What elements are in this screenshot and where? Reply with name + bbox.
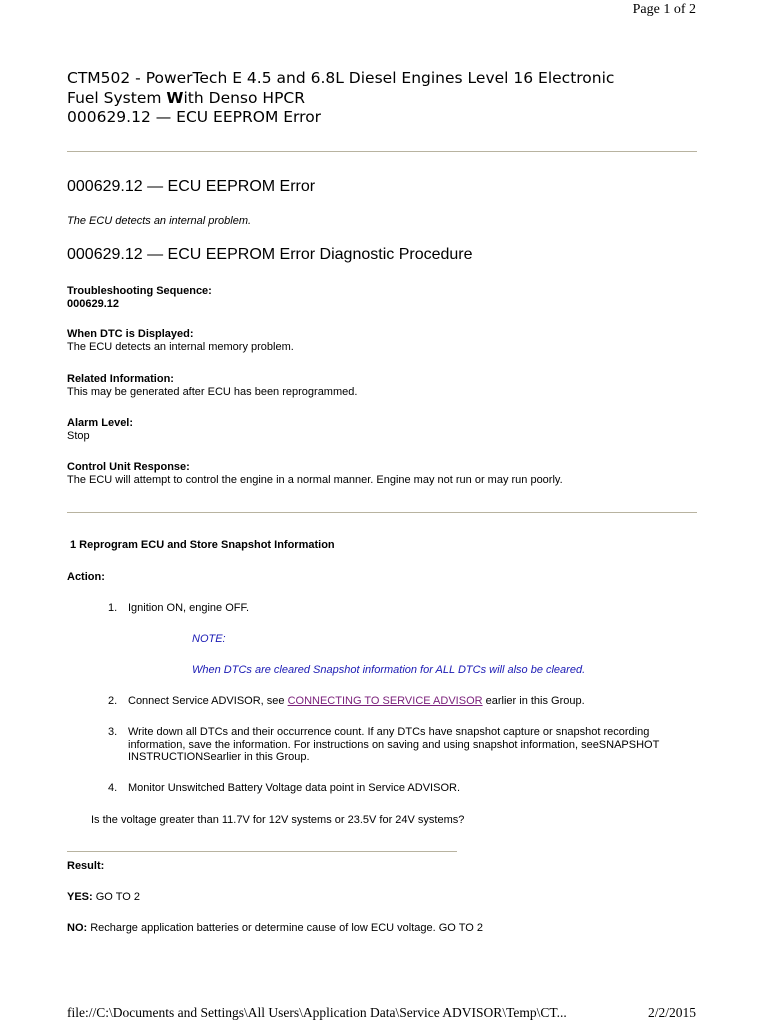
- field-value: This may be generated after ECU has been reprogrammed.: [67, 385, 358, 398]
- title-line-2-bold: W: [166, 88, 184, 107]
- field-related-information: [67, 373, 357, 398]
- step-divider: [67, 512, 697, 513]
- field-value: Stop: [67, 429, 90, 442]
- field-label: Related Information:: [67, 373, 174, 385]
- connecting-to-service-advisor-link[interactable]: CONNECTING TO SERVICE ADVISOR: [287, 695, 483, 707]
- list-number: 3.: [108, 726, 118, 738]
- list-number: 1.: [108, 602, 118, 614]
- field-label: When DTC is Displayed:: [67, 328, 194, 340]
- result-no: [67, 922, 483, 935]
- field-alarm-level: [67, 417, 133, 442]
- top-divider: [67, 151, 697, 152]
- footer-file-path: file://C:\Documents and Settings\All Users\Application Data\Service ADVISOR\Temp\CT...: [67, 1005, 567, 1020]
- field-label: Alarm Level:: [67, 417, 134, 429]
- no-text: Recharge application batteries or determine cause of low ECU voltage. GO TO 2: [87, 922, 483, 934]
- yes-text: GO TO 2: [92, 891, 140, 903]
- list-text: Monitor Unswitched Battery Voltage data point in Service ADVISOR.: [128, 782, 460, 794]
- field-label: Troubleshooting Sequence:: [67, 285, 212, 297]
- title-line-2-part: Fuel System: [67, 88, 167, 107]
- action-label: Action:: [67, 571, 105, 583]
- result-label: Result:: [67, 860, 105, 872]
- title-line-2-rest: ith Denso HPCR: [183, 88, 306, 107]
- footer-date: 2/2/2015: [647, 1005, 696, 1020]
- no-label: NO:: [67, 922, 88, 934]
- list-text-part: earlier in this Group.: [482, 695, 585, 707]
- list-text-part: Connect Service ADVISOR, see: [128, 695, 288, 707]
- list-number: 2.: [108, 695, 118, 707]
- note-label: NOTE:: [192, 633, 226, 645]
- result-yes: [67, 891, 140, 904]
- title-line-1: CTM502 - PowerTech E 4.5 and 6.8L Diesel Engines Level 16 Electronic: [67, 69, 615, 87]
- title-line-3: 000629.12 — ECU EEPROM Error: [67, 108, 322, 126]
- procedure-heading: 000629.12 — ECU EEPROM Error Diagnostic Procedure: [67, 246, 473, 263]
- question-text: Is the voltage greater than 11.7V for 12V systems or 23.5V for 24V systems?: [91, 814, 465, 826]
- list-number: 4.: [108, 782, 118, 794]
- result-divider: [67, 851, 457, 852]
- list-text: [128, 695, 688, 708]
- section-summary: The ECU detects an internal problem.: [67, 215, 252, 227]
- field-when-dtc-displayed: [67, 328, 294, 353]
- field-control-unit-response: [67, 461, 563, 486]
- document-title: [67, 69, 707, 128]
- field-troubleshooting-sequence: [67, 285, 212, 310]
- page-number: Page 1 of 2: [632, 2, 696, 17]
- section-heading: 000629.12 — ECU EEPROM Error: [67, 178, 316, 195]
- field-value: The ECU will attempt to control the engine in a normal manner. Engine may not run or may run poorly.: [67, 473, 563, 486]
- field-value: 000629.12: [67, 297, 119, 310]
- field-value: The ECU detects an internal memory problem.: [67, 340, 294, 353]
- step-title: 1 Reprogram ECU and Store Snapshot Information: [70, 539, 335, 551]
- list-text: Ignition ON, engine OFF.: [128, 602, 250, 614]
- title-line-2: [67, 89, 707, 109]
- note-text: When DTCs are cleared Snapshot information for ALL DTCs will also be cleared.: [192, 664, 586, 676]
- yes-label: YES:: [67, 891, 93, 903]
- list-text: Write down all DTCs and their occurrence count. If any DTCs have snapshot capture or snapshot recording information, save the information. For instructions on saving and using snapshot information, seeSNAPSHOT INSTRUCTIONSearlier in this Group.: [128, 726, 660, 763]
- field-label: Control Unit Response:: [67, 461, 190, 473]
